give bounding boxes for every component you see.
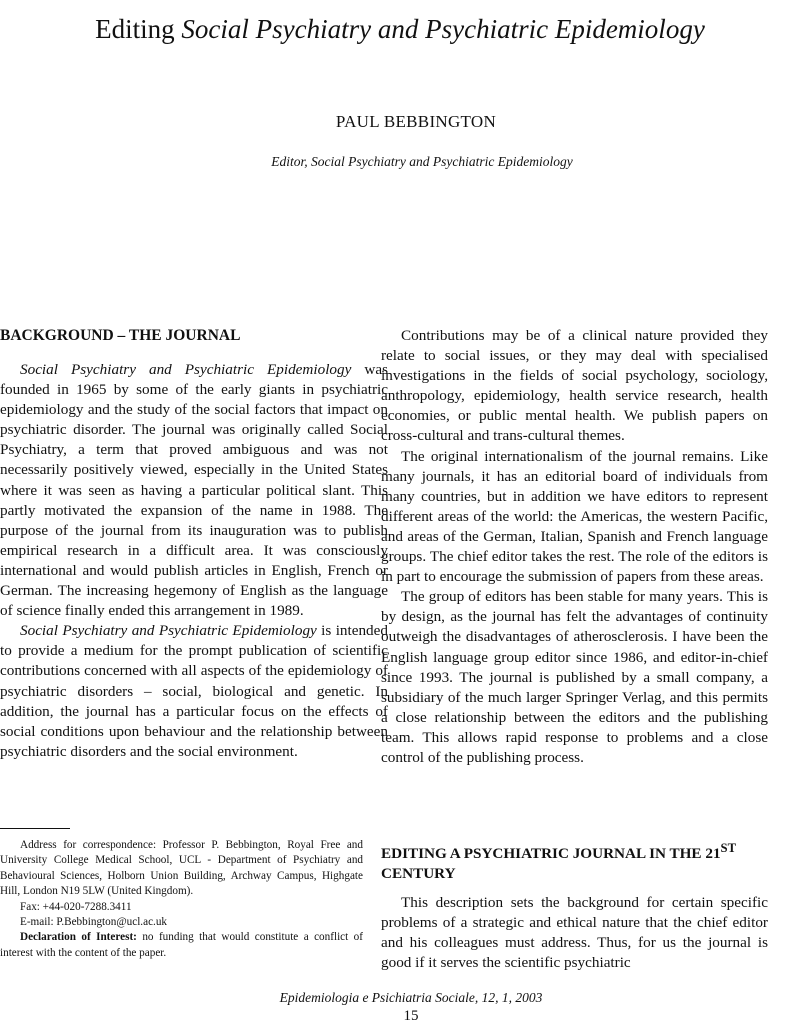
title-plain: Editing	[95, 14, 182, 44]
article-title	[0, 12, 800, 46]
footnote-declaration	[0, 930, 363, 961]
section-heading-background: BACKGROUND – THE JOURNAL	[0, 327, 241, 344]
journal-name-italic: Social Psychiatry and Psychiatric Epidemiology	[20, 622, 317, 640]
left-column	[0, 326, 388, 762]
paragraph: Contributions may be of a clinical nature provided they relate to social issues, or they may deal with specialised investigations in the fields of social psychology, sociology, anthropology, epidemiology, health service research, health economies, or public mental health. We publish papers on cross-cultural and trans-cultural themes.	[381, 327, 768, 445]
right-column	[381, 326, 768, 768]
author-name: PAUL BEBBINGTON	[335, 112, 497, 131]
paragraph-text: was founded in 1965 by some of the early giants in psychiatric epidemiology and the study of the social factors that impact on psychiatric disorder. The journal was originally called Social Psychiatry, a term that proved ambiguous and was not necessarily positively viewed, especially in the United States where it was seen as having a particular political slant. This partly motivated the expansion of the name in 1988. The purpose of the journal from its inauguration was to publish empirical research in a difficult area. It was consciously international and would publish articles in English, French or German. The increasing hegemony of English as the language of science finally ended this arrangement in 1989.	[0, 361, 388, 620]
paragraph: The original internationalism of the journal remains. Like many journals, it has an editorial board of individuals from many countries, but in addition we have editors to represent different areas of the world: the Americas, the western Pacific, and areas of the German, Italian, Spanish and French language groups. The chief editor takes the rest. The role of the editors is in part to encourage the submission of papers from these areas.	[381, 447, 768, 586]
footnote-divider	[0, 828, 70, 829]
heading-text: EDITING A PSYCHIATRIC JOURNAL IN THE 21	[381, 845, 721, 863]
footnote-fax: Fax: +44-020-7288.3411	[20, 900, 132, 913]
footnote-address: Address for correspondence: Professor P. Bebbington, Royal Free and University College Medical School, UCL - Department of Psychiatry and Behavioural Sciences, Holborn Union Building, Archway Campus, Highgate Hill, London N19 5LW (United Kingdom).	[0, 839, 363, 898]
heading-text: CENTURY	[381, 865, 456, 883]
footnote	[0, 838, 363, 961]
heading-superscript: ST	[720, 841, 737, 855]
declaration-label: Declaration of Interest:	[20, 931, 137, 944]
right-column-continued	[381, 893, 768, 973]
journal-name-italic: Social Psychiatry and Psychiatric Epidemiology	[20, 361, 352, 378]
author-affiliation: Editor, Social Psychiatry and Psychiatric Epidemiology	[271, 154, 573, 169]
journal-citation: Epidemiologia e Psichiatria Sociale, 12, 1, 2003	[279, 990, 543, 1005]
title-journal-name: Social Psychiatry and Psychiatric Epidemiology	[181, 14, 705, 44]
page-number: 15	[403, 1008, 419, 1024]
paragraph	[0, 360, 388, 621]
paragraph	[0, 621, 388, 762]
paragraph: The group of editors has been stable for many years. This is by design, as the journal has felt the advantages of continuity outweigh the disadvantages of atherosclerosis. I have been the English language group editor since 1986, and editor-in-chief since 1993. The journal is published by a small company, a subsidiary of the much larger Springer Verlag, and this permits a close relationship between the editors and the publishing team. This allows rapid response to problems and a close control of the publishing process.	[381, 588, 768, 766]
footnote-email: E-mail: P.Bebbington@ucl.ac.uk	[20, 916, 168, 929]
declaration-text: no funding that would constitute a conflict of interest with the content of the paper.	[0, 931, 364, 959]
paragraph-text: is intended to provide a medium for the prompt publication of scientific contributions concerned with all aspects of the epidemiology of psychiatric disorders – social, biological and genetic. In addition, the journal has a particular focus on the effects of social conditions upon behaviour and the relationship between psychiatric disorders and the social environment.	[0, 622, 388, 760]
paragraph: This description sets the background for certain specific problems of a strategic and ethical nature that the chief editor and his colleagues must address. Thus, for us the journal is good if it serves the scientific psychiatric	[381, 894, 768, 972]
section-heading-editing	[381, 838, 771, 884]
